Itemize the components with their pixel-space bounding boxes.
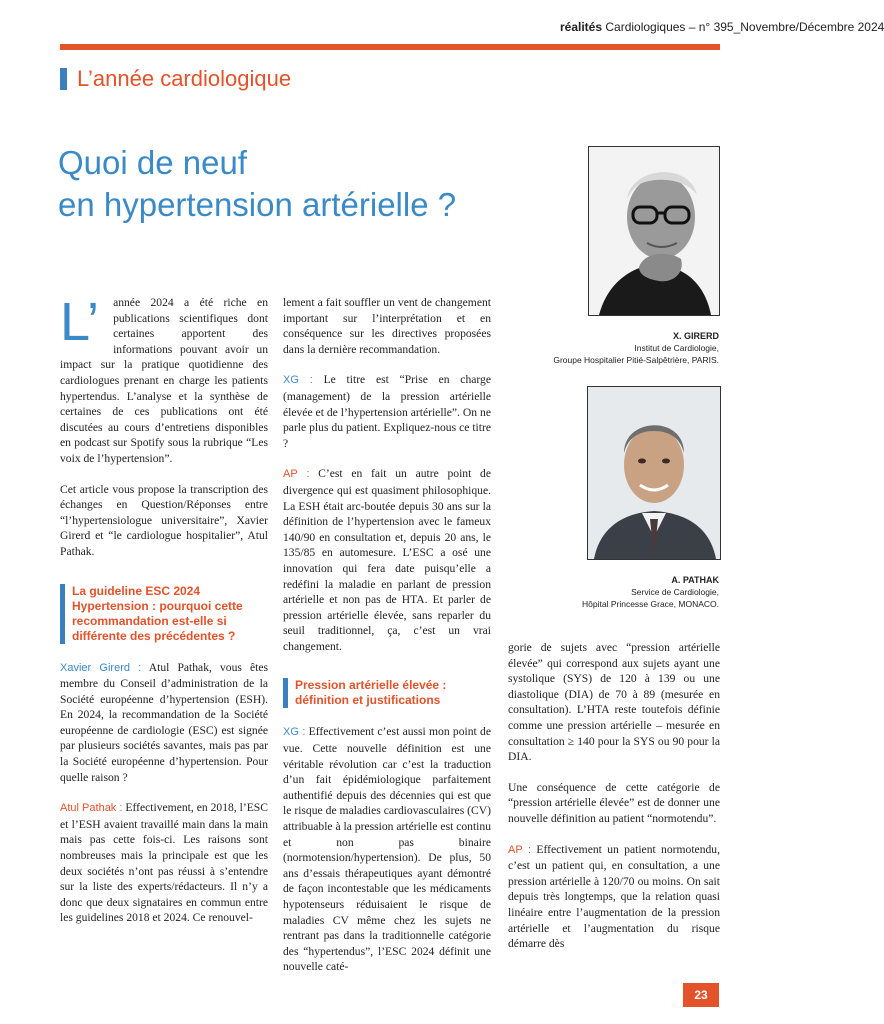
question-paragraph-continued: gorie de sujets avec “pression artérielle élevée” qui correspond aux sujets ayant une systolique (SYS) de 120 à 139 ou une diastolique (DIA) de 70 à 89 (mesurée en consultation). L’HTA reste toutefois définie comme une pression artérielle – mesurée en consultation ≥ 140 pour la SYS ou 90 pour la DIA. — [508, 641, 720, 764]
author-caption-girerd — [553, 330, 719, 366]
author-name: X. GIRERD — [672, 331, 719, 341]
author-photo-pathak — [587, 386, 721, 560]
text-column-1 — [60, 292, 268, 926]
intro-paragraph: Cet article vous propose la transcription des échanges en Question/Réponses entre “l’hypertensiologue universitaire”, Xavier Girerd et “le cardiologue hospitalier”, Atul Pathak. — [60, 482, 268, 558]
author-photo-girerd — [588, 146, 720, 316]
author-affiliation: Institut de Cardiologie, — [634, 343, 719, 353]
question-paragraph: XG : Le titre est “Prise en charge (management) de la pression artérielle élevée et de l’hypertension artérielle”. On ne parle plus du patient. Expliquez-nous ce titre ? — [283, 373, 491, 450]
article-title — [58, 142, 558, 226]
question-paragraph: XG : Effectivement c’est aussi mon point de vue. Cette nouvelle définition est une véritable révolution car c’est la traduction d’un fait épidémiologique parfaitement authentifié depuis des décennies qui est que le risque de maladies cardiovasculaires (CV) attribuable à la pression artérielle est continu et non pas binaire (normotension/hypertension). De plus, 50 ans d’essais thérapeutiques ayant démontré de façon incontestable que les médicaments hypotenseurs réduisaient le risque de maladies CV même chez les sujets ne rentrant pas dans la traditionnelle catégorie des “hypertendus”, l’ESC 2024 définit une nouvelle caté- — [283, 725, 491, 974]
journal-issue: Cardiologiques – n° 395_Novembre/Décembre 2024 — [602, 20, 884, 34]
subheading-marker — [60, 584, 65, 644]
header-rule — [60, 44, 720, 50]
consequence-paragraph: Une conséquence de cette catégorie de “pression artérielle élevée” est de donner une nouvelle définition au patient “normotendu”. — [508, 780, 720, 825]
subheading — [60, 584, 268, 644]
speaker-label: AP : — [508, 843, 532, 856]
author-affiliation: Hôpital Princesse Grace, MONACO. — [582, 599, 719, 609]
text-column-2 — [283, 295, 491, 975]
page-number: 23 — [683, 983, 719, 1007]
journal-header — [560, 20, 884, 34]
author-affiliation: Service de Cardiologie, — [631, 587, 719, 597]
subheading-text: Pression artérielle élevée : définition et justifications — [295, 678, 447, 708]
journal-brand: réalités — [560, 20, 603, 34]
section-marker — [60, 68, 67, 90]
answer-paragraph: Atul Pathak : Effectivement, en 2018, l’ESC et l’ESH avaient travaillé main dans la main mais pas cette fois-ci. Les raisons sont nombreuses mais la principale est que les deux sociétés n’ont pas réussi à s’entendre sur la liste des experts/rédacteurs. Il n’y a donc que deux signataires en commun entre les guidelines 2018 et 2024. Ce renouvel- — [60, 801, 268, 925]
intro-paragraph: L’ année 2024 a été riche en publications scientifiques dont certaines apportent des informations pouvant avoir un impact sur la pratique quotidienne des cardiologues prenant en charge les patients hypertendus. L’analyse et la synthèse de certaines de ces publications ont été discutées au cours d’entretiens disponibles en podcast sur Spotify sous la rubrique “Les voix de l’hypertension”. — [60, 292, 268, 465]
drop-cap: L’ — [60, 292, 100, 352]
answer-paragraph: AP : Effectivement un patient normotendu, c’est un patient qui, en consultation, a une pression artérielle à 120/70 ou moins. On sait depuis très longtemps, que la relation quasi linéaire entre l’augmentation de la pression artérielle et l’augmentation du risque démarre dès — [508, 842, 720, 951]
speaker-label: Atul Pathak : — [60, 802, 123, 815]
subheading-text: La guideline ESC 2024 Hypertension : pourquoi cette recommandation est-elle si différente des précédentes ? — [72, 583, 243, 643]
text-column-3 — [508, 640, 720, 952]
subheading-marker — [283, 678, 288, 708]
article-title-line-1: Quoi de neuf — [58, 144, 247, 181]
speaker-label: Xavier Girerd : — [60, 661, 142, 674]
question-paragraph: Xavier Girerd : Atul Pathak, vous êtes membre du Conseil d’administration de la Société européenne d’hypertension (ESH). En 2024, la recommandation de la Société européenne de cardiologie (ESC) est signée par plusieurs sociétés savantes, mais pas par la Société européenne d’hypertension. Pour quelle raison ? — [60, 660, 268, 784]
author-affiliation: Groupe Hospitalier Pitié-Salpêtrière, PARIS. — [553, 355, 719, 365]
speaker-label: AP : — [283, 468, 310, 481]
author-caption-pathak — [582, 574, 719, 610]
answer-paragraph-continued: lement a fait souffler un vent de changement important sur l’interprétation et en conséquence sur les directives proposées dans la dernière recommandation. — [283, 296, 491, 356]
speaker-label: XG : — [283, 726, 306, 739]
article-title-line-2: en hypertension artérielle ? — [58, 186, 457, 223]
speaker-label: XG : — [283, 374, 313, 387]
author-name: A. PATHAK — [671, 575, 719, 585]
section-label-text: L’année cardiologique — [77, 66, 292, 91]
answer-paragraph: AP : C’est en fait un autre point de divergence qui est quasiment philosophique. La ESH était arc-boutée depuis 30 ans sur la définition de l’hypertension avec le fameux 140/90 en consultation et, depuis 20 ans, le 135/85 en automesure. L’ESC a osé une innovation qui fera date puisqu’elle a redéfini la maladie en parlant de pression artérielle et non pas de HTA. Et parler de pression artérielle élevée, sans reparler du seuil traditionnel, ça, c’est un vrai changement. — [283, 467, 491, 653]
section-label — [60, 64, 291, 94]
subheading — [283, 678, 491, 708]
